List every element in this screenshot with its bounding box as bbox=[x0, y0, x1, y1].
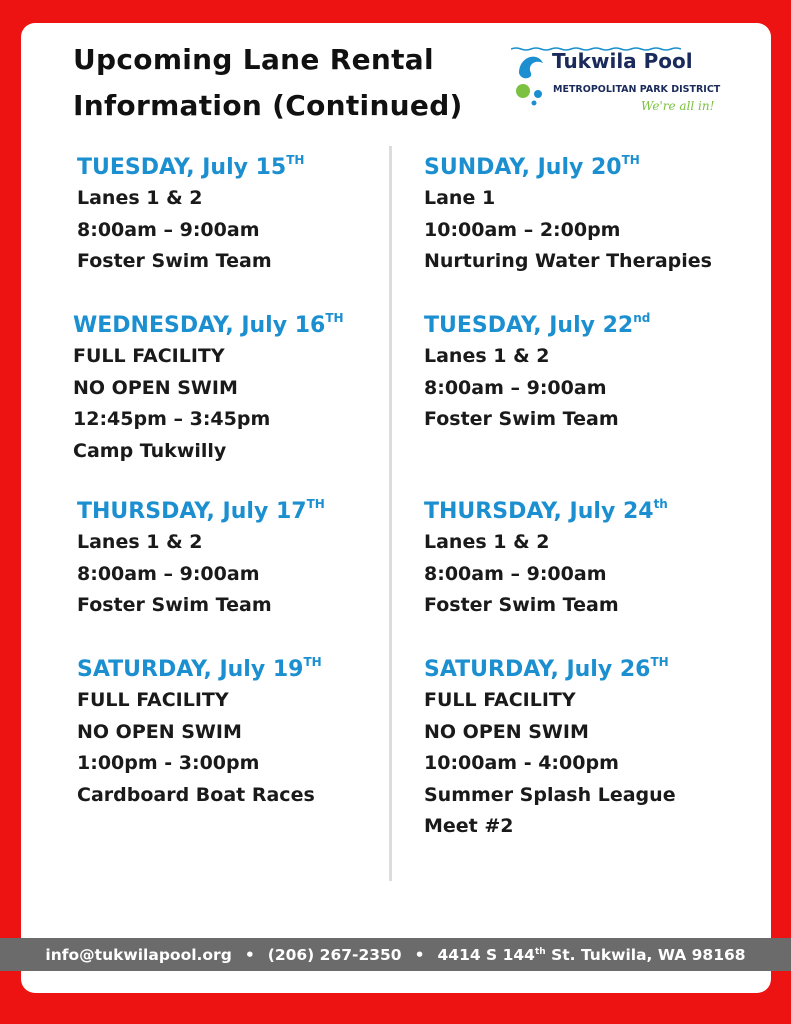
event-line: Cardboard Boat Races bbox=[77, 783, 315, 806]
logo-tagline: We're all in! bbox=[641, 99, 715, 113]
event-line: Summer Splash League bbox=[424, 783, 676, 806]
footer-address: 4414 S 144th St. Tukwila, WA 98168 bbox=[437, 945, 746, 964]
event-line: NO OPEN SWIM bbox=[77, 720, 242, 743]
event-line: NO OPEN SWIM bbox=[424, 720, 589, 743]
event-line: Lanes 1 & 2 bbox=[424, 531, 550, 553]
event-line: Foster Swim Team bbox=[77, 250, 272, 272]
event-thursday-july-17 bbox=[77, 489, 417, 622]
footer-separator: • bbox=[244, 945, 255, 964]
event-saturday-july-26 bbox=[424, 647, 764, 843]
event-line: 8:00am – 9:00am bbox=[77, 218, 260, 241]
event-line: Nurturing Water Therapies bbox=[424, 250, 712, 272]
event-line: Lane 1 bbox=[424, 187, 496, 209]
event-heading: THURSDAY, July 17TH bbox=[77, 497, 325, 524]
logo-subtitle: METROPOLITAN PARK DISTRICT bbox=[553, 84, 721, 95]
event-heading: THURSDAY, July 24th bbox=[424, 497, 668, 524]
event-line: Meet #2 bbox=[424, 815, 514, 837]
event-heading: TUESDAY, July 15TH bbox=[77, 153, 305, 180]
title-line-1: Upcoming Lane Rental bbox=[73, 43, 434, 76]
footer-phone[interactable]: (206) 267-2350 bbox=[267, 945, 402, 964]
title-line-2: Information (Continued) bbox=[73, 89, 463, 122]
event-line: Camp Tukwilly bbox=[73, 439, 227, 462]
event-line: Foster Swim Team bbox=[424, 594, 619, 616]
footer-email[interactable]: info@tukwilapool.org bbox=[45, 945, 232, 964]
event-line: FULL FACILITY bbox=[77, 689, 229, 711]
logo-name: Tukwila Pool bbox=[552, 49, 693, 73]
event-line: Lanes 1 & 2 bbox=[424, 345, 550, 367]
event-line: FULL FACILITY bbox=[73, 345, 225, 367]
footer-separator: • bbox=[414, 945, 425, 964]
event-saturday-july-19 bbox=[77, 647, 417, 811]
water-splash-icon bbox=[511, 47, 555, 109]
event-line: 8:00am – 9:00am bbox=[424, 562, 607, 585]
event-tuesday-july-22 bbox=[424, 303, 764, 436]
event-line: FULL FACILITY bbox=[424, 689, 576, 711]
event-sunday-july-20 bbox=[424, 145, 764, 278]
flyer-card bbox=[21, 23, 771, 993]
event-line: 8:00am – 9:00am bbox=[424, 376, 607, 399]
contact-footer bbox=[0, 938, 791, 971]
event-line: Lanes 1 & 2 bbox=[77, 187, 203, 209]
event-line: Foster Swim Team bbox=[77, 594, 272, 616]
event-heading: SATURDAY, July 26TH bbox=[424, 655, 669, 682]
page-title bbox=[73, 37, 463, 129]
event-line: 1:00pm - 3:00pm bbox=[77, 752, 260, 774]
tukwila-pool-logo bbox=[511, 47, 726, 117]
event-heading: SUNDAY, July 20TH bbox=[424, 153, 640, 180]
event-line: 8:00am – 9:00am bbox=[77, 562, 260, 585]
event-line: NO OPEN SWIM bbox=[73, 376, 238, 399]
wave-line-icon bbox=[511, 47, 681, 51]
event-line: 10:00am – 2:00pm bbox=[424, 218, 621, 241]
event-tuesday-july-15 bbox=[77, 145, 417, 278]
event-heading: WEDNESDAY, July 16TH bbox=[73, 311, 344, 338]
event-line: 12:45pm – 3:45pm bbox=[73, 408, 271, 430]
event-line: Lanes 1 & 2 bbox=[77, 531, 203, 553]
event-thursday-july-24 bbox=[424, 489, 764, 622]
event-heading: TUESDAY, July 22nd bbox=[424, 311, 651, 338]
event-heading: SATURDAY, July 19TH bbox=[77, 655, 322, 682]
event-wednesday-july-16 bbox=[73, 303, 413, 467]
event-line: 10:00am - 4:00pm bbox=[424, 752, 619, 774]
event-line: Foster Swim Team bbox=[424, 408, 619, 430]
